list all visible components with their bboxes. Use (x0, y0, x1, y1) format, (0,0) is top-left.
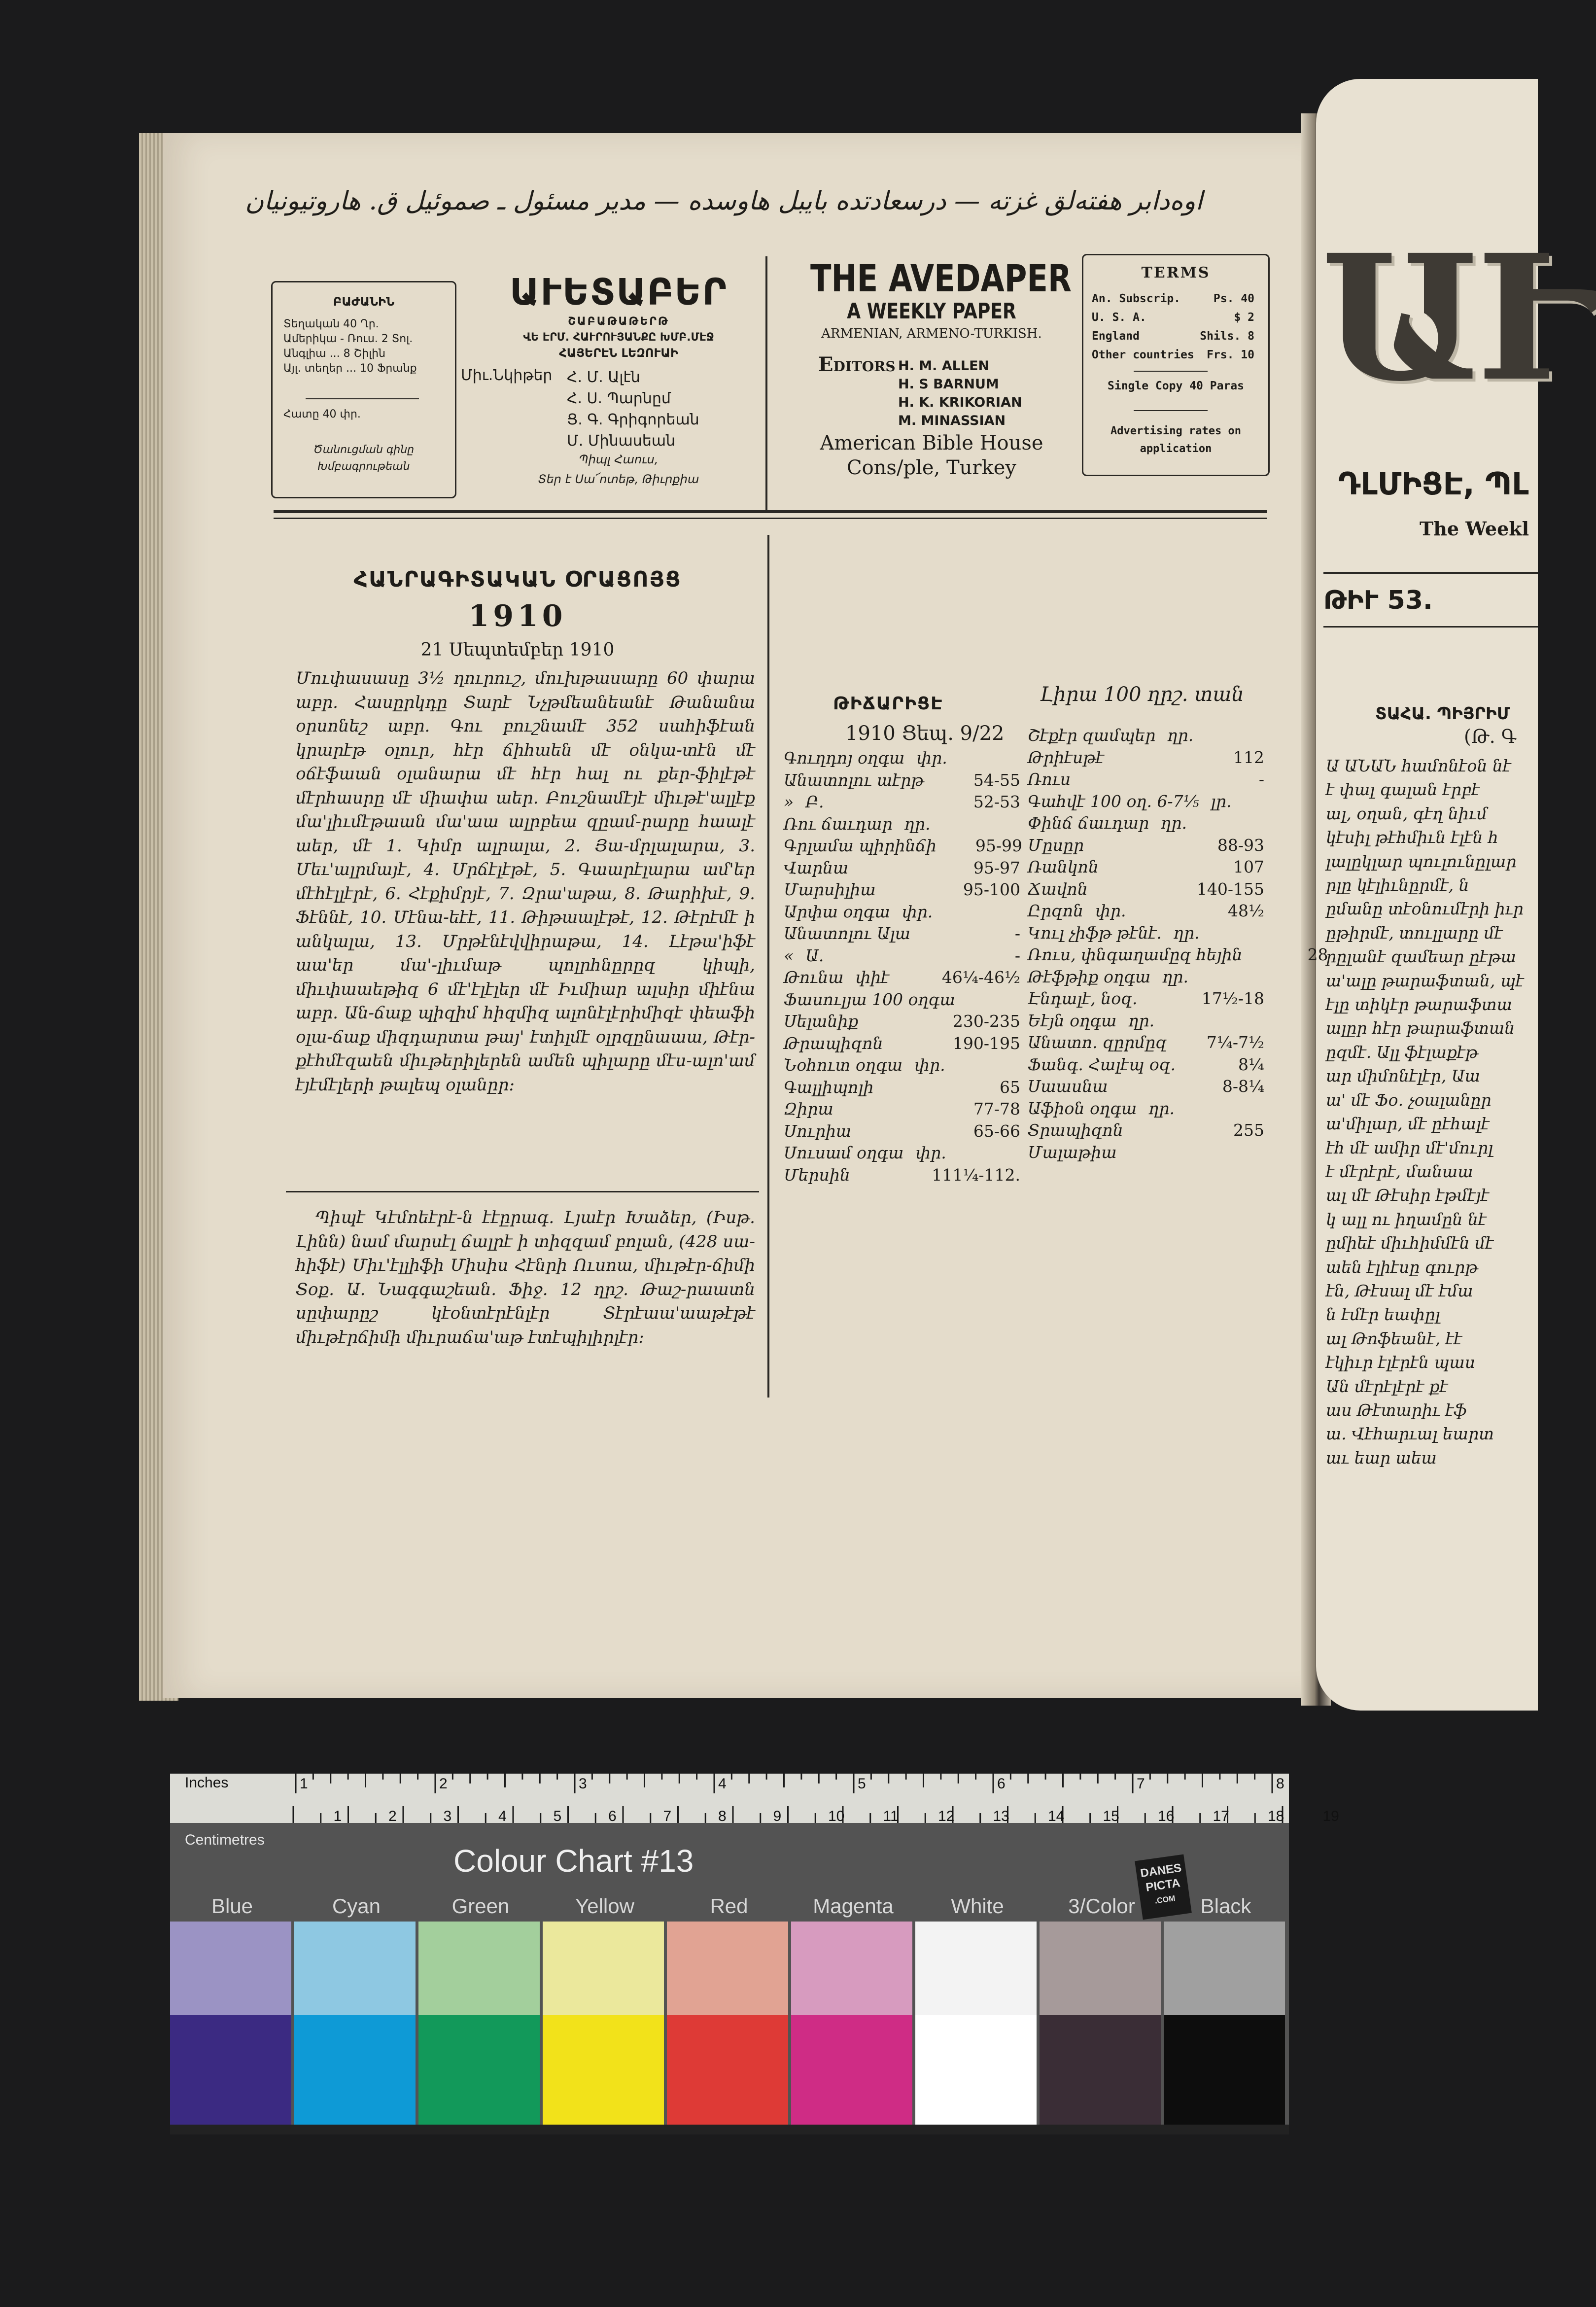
ruler-cm-number: 8 (718, 1808, 727, 1824)
english-title: THE AVEDAPER (810, 256, 1072, 300)
masthead-rule-bottom (274, 518, 1267, 519)
ruler-cm-number: 14 (1048, 1808, 1065, 1824)
patch-dark-yellow (543, 2015, 664, 2125)
next-page-line: ըզմէ. Ալլ ֆէլաքէթ (1326, 1042, 1478, 1062)
market-item-value: 48½ (1228, 901, 1264, 920)
patch-light-black (1164, 1922, 1285, 2015)
ruler-cm-number: 11 (883, 1808, 899, 1824)
market-item-name: Փինճ ճաւդար (1028, 813, 1149, 833)
ruler-cm-number: 5 (553, 1808, 562, 1824)
market-item-name: Գահվէ 100 օղ. 6-7⅕ (1028, 791, 1199, 811)
patch-dark-red (667, 2015, 788, 2125)
next-page-line: է փալ գալան էրբէ (1326, 780, 1480, 800)
next-page-line: էն, Թէսալ մէ էմա (1326, 1281, 1473, 1300)
armenian-org-2: ՀԱՅԵՐԷՆ ԼԵԶՈՒԱԻ (559, 346, 678, 360)
patch-label: White (951, 1894, 1004, 1918)
market-row (784, 967, 1020, 989)
next-page-line: աս Թէտարիւ էֆ (1326, 1400, 1467, 1420)
market-item-name: Սուրիա (784, 1121, 852, 1141)
danes-picta-logo: DANES PICTA .COM (1135, 1854, 1192, 1920)
next-page-line: կէսիլ թէհմիւն էլէն հ (1326, 828, 1498, 847)
market-item-unit: փր. (915, 1143, 946, 1162)
calendar-notice-rule (286, 1191, 759, 1192)
market-row (784, 1033, 1020, 1055)
price-box-lines: Տեղական 40 Ղր. Ամերիկա - Ռուս. 2 Տոլ. Անգլիա ... 8 Շիլին Այլ. տեղեր ... 10 Ֆրանք (283, 318, 417, 375)
price-box-note-1: Ծանուցման գինը (313, 444, 415, 456)
patch-dark-blue (170, 2015, 291, 2125)
market-item-name: Ռուս (1028, 769, 1071, 789)
next-page-line: Ան մէրէլէրէ քէ (1326, 1376, 1448, 1396)
next-page-line: էլը տիկէր թարաֆտա (1326, 995, 1512, 1014)
next-page-line: ըթիրմէ, տուլլարը մէ (1326, 923, 1503, 943)
next-page-line: ըմիեէ միւհիմմէն մէ (1326, 1233, 1494, 1253)
ruler-inch-number: 7 (1137, 1776, 1145, 1792)
ruler-cm-number: 15 (1103, 1808, 1119, 1824)
market-item-value: - (1014, 945, 1020, 965)
price-box-note-2: Խմբագրութեան (317, 460, 410, 473)
patch-dark-cyan (294, 2015, 416, 2125)
english-subtitle: A WEEKLY PAPER (847, 299, 1016, 324)
patch-light-magenta (791, 1922, 912, 2015)
market-item-value: 54-55 (973, 770, 1020, 790)
ruler-cm-number: 18 (1268, 1808, 1284, 1824)
market-item-value: 17½-18 (1201, 989, 1264, 1008)
market-item-unit: փր. (916, 748, 947, 768)
patch-dark-white (915, 2015, 1037, 2125)
market-item-value (946, 901, 1020, 923)
next-page-rule-2 (1323, 626, 1538, 628)
market-left-table (784, 747, 1020, 1186)
patch-label: Magenta (813, 1894, 894, 1918)
next-page-masthead: ԱՒ (1321, 216, 1596, 419)
market-item-name: Թունա (784, 968, 844, 987)
next-page-line: էկիւր էլէրէն պաս (1326, 1353, 1476, 1372)
ruler-cm-number: 19 (1322, 1808, 1339, 1824)
ruler-inch-number: 1 (300, 1776, 308, 1792)
ruler-cm-number: 10 (828, 1808, 845, 1824)
market-item-unit: Բ. (805, 792, 824, 811)
next-page-line: է մէրէրէ, մանաա (1326, 1161, 1473, 1181)
price-box-divider (306, 398, 419, 399)
market-row (1028, 835, 1264, 857)
armenian-footer-2: Տեր է Սա՜ոտեթ, Թիւրքիա (538, 472, 699, 486)
patch-label: 3/Color (1068, 1894, 1135, 1918)
next-page-issue: ԹԻՒ 53. (1323, 586, 1433, 615)
market-item-name: Շէքէր զամպեր (1028, 726, 1156, 745)
market-item-name: Էնդալէ, նօզ. (1028, 989, 1138, 1008)
market-item-value (1190, 1010, 1264, 1032)
patch-dark-green (418, 2015, 540, 2125)
market-item-value (946, 1054, 1020, 1077)
market-item-name: Անատոլու աէրթ (784, 770, 924, 790)
market-item-unit: փիէ (855, 968, 890, 987)
market-item-value (947, 747, 1021, 769)
patch-light-cyan (294, 1922, 416, 2015)
terms-rows: An. Subscrip. Ps. 40 U. S. A. $ 2 England Shils. 8 Other countries Frs. 10 (1092, 292, 1254, 361)
ruler-inch-number: 3 (579, 1776, 587, 1792)
market-row (1028, 725, 1264, 747)
next-page-line: ա' մէ Ֆօ. չօալանըր (1326, 1090, 1492, 1110)
market-row (784, 791, 1020, 813)
patch-label: Black (1200, 1894, 1251, 1918)
ruler-cm-label: Centimetres (185, 1832, 265, 1848)
armenian-editors: Հ. Մ. Ալէն Հ. Ս. Պարնըմ Ց. Գ. Գրիգորեան Մ. Մինասեան (567, 369, 699, 450)
market-item-unit: ղր. (1173, 923, 1200, 943)
ruler-cm-number: 7 (663, 1808, 672, 1824)
market-row (784, 769, 1020, 792)
patch-label: Red (710, 1894, 748, 1918)
next-page-line: ա. Վէհարւալ եարտ (1326, 1424, 1494, 1444)
market-item-name: Սուսամ օղգա (784, 1143, 904, 1162)
market-item-value: 77-78 (973, 1099, 1020, 1119)
terms-single: Single Copy 40 Paras (1108, 380, 1244, 392)
market-date: 1910 Ցեպ. 9/22 (845, 722, 1005, 745)
market-item-name: Վարնա (784, 858, 849, 877)
armenian-subtitle: ՇԱԲԱԹԱԹԵՐԹ (568, 315, 669, 328)
market-row (784, 901, 1020, 923)
market-item-name: Գալլիպոլի (784, 1077, 874, 1097)
next-page-subtitle: ԴԼՄԻՑԷ, ՊԼ (1338, 466, 1529, 502)
market-row (1028, 878, 1264, 901)
market-item-value: 95-97 (973, 858, 1020, 877)
market-item-value: 65 (1000, 1077, 1020, 1097)
patch-label: Green (451, 1894, 510, 1918)
patch-light-white (915, 1922, 1037, 2015)
market-item-value: 46¼-46½ (941, 968, 1020, 987)
market-item-value (1190, 966, 1264, 988)
market-rate-label: Լիրա 100 ղրշ. տան (1040, 683, 1244, 706)
market-item-name: Ըրզոն (1028, 901, 1084, 920)
market-row (784, 835, 1020, 857)
next-page-line: ալըր հէր թարաֆտան (1326, 1018, 1515, 1038)
market-item-value: 8-8¼ (1222, 1077, 1264, 1096)
next-page-english: The Weekl (1420, 518, 1529, 540)
market-row (784, 813, 1020, 836)
market-item-name: Սելանիք (784, 1012, 859, 1031)
market-row (784, 1011, 1020, 1033)
market-item-value (1190, 1142, 1264, 1164)
market-item-value: 65-66 (973, 1121, 1020, 1141)
chart-bottom-shadow (170, 2125, 1289, 2134)
market-item-name: Ռանկոն (1028, 857, 1099, 876)
market-item-value: 8¼ (1238, 1054, 1264, 1074)
ruler-inch-number: 6 (997, 1776, 1006, 1792)
market-heading: ԹԻՃԱՐԻՑԷ (833, 694, 943, 714)
market-row (1028, 944, 1328, 966)
market-item-unit: ղր. (1148, 1098, 1175, 1118)
price-box-title: ԲԱԺԱՆԻՆ (333, 295, 395, 309)
market-row (784, 923, 1020, 945)
patch-light-green (418, 1922, 540, 2015)
market-row (1028, 988, 1264, 1010)
market-item-name: Անատո. զըրմըզ (1028, 1033, 1167, 1052)
armenian-org: ՎԵ ԷՐՄ. ՀԱՒՐՈՒՅԱՆՔԸ ԽՄԲ.ՄԷՋ (523, 331, 714, 344)
market-item-name: Կուլ չիֆթ թէնէ. (1028, 923, 1162, 943)
next-page-line: Ա ԱՆԱՆ համոնէօն նէ (1326, 756, 1511, 775)
market-row (1028, 812, 1264, 835)
masthead-divider (765, 256, 767, 513)
market-item-value: 111¼-112. (932, 1165, 1020, 1185)
market-item-value (946, 1142, 1020, 1164)
english-address-2: Cons/ple, Turkey (846, 456, 1017, 479)
market-item-value: 112 (1233, 747, 1264, 767)
ruler-cm-number: 17 (1213, 1808, 1229, 1824)
market-item-name: Անատոլու Ալա (784, 924, 911, 943)
ruler-inches-label: Inches (185, 1775, 229, 1791)
english-address-1: American Bible House (820, 432, 1043, 454)
next-page-section-sub: (Թ. Գ (1464, 726, 1517, 747)
market-item-value: 190-195 (952, 1033, 1020, 1053)
market-row (1028, 1119, 1264, 1142)
english-langs: ARMENIAN, ARMENO-TURKISH. (821, 326, 1042, 341)
market-item-value: 255 (1233, 1120, 1264, 1140)
market-item-unit: ղր. (1128, 1011, 1155, 1030)
market-item-name: Նօհուտ օղգա (784, 1055, 903, 1075)
market-row (1028, 791, 1264, 813)
market-row (1028, 1054, 1264, 1076)
next-page-section: ՏԱՀԱ. ՊԻՅՐԻՄ (1375, 704, 1510, 724)
next-page-line: ա'ալը թարաֆտան, պէ (1326, 971, 1524, 990)
chart-title: Colour Chart #13 (453, 1843, 694, 1879)
ruler-inch-number: 4 (718, 1776, 727, 1792)
market-item-name: » (784, 792, 794, 811)
terms-divider-2 (1134, 410, 1208, 411)
market-row (1028, 1032, 1264, 1054)
column-divider (767, 535, 769, 1398)
next-page-line: ար միմոնէլէր, Աա (1326, 1066, 1480, 1086)
market-row (1028, 1098, 1264, 1120)
colour-chart (170, 1774, 1339, 2125)
ruler-cm-number: 1 (333, 1808, 342, 1824)
next-page-line: լալըկլար պուլունըլար (1326, 851, 1517, 871)
patch-light-blue (170, 1922, 291, 2015)
market-item-name: Արփա օղգա (784, 902, 890, 921)
patch-dark-black (1164, 2015, 1285, 2125)
terms-divider (1134, 371, 1208, 372)
market-item-value (1190, 812, 1264, 835)
market-row (784, 1054, 1020, 1077)
armenian-footer-1: Պիպլ Հաուս, (579, 453, 659, 466)
market-item-value: 95-100 (963, 880, 1020, 899)
ruler-cm-number: 4 (498, 1808, 507, 1824)
market-item-value (1200, 922, 1274, 944)
market-item-name: Թրապիզոն (784, 1033, 883, 1053)
market-row (784, 857, 1020, 879)
market-item-value: - (1258, 769, 1264, 789)
patch-label: Yellow (575, 1894, 634, 1918)
market-row (1028, 900, 1264, 922)
market-item-name: Ռուս, փնգաղամըզ հեյին (1028, 945, 1243, 964)
next-page-line: ալ Թոֆեանէ, էէ (1326, 1328, 1462, 1348)
market-item-name: Գրլամա պիրինճի (784, 836, 937, 855)
market-row (1028, 1076, 1264, 1098)
market-item-name: Գուղդոյ օղգա (784, 748, 905, 768)
market-item-name: Ռու ճաւդար (784, 814, 893, 834)
calendar-notice: Պիպէ Կէմոեէրէ-ն էէըրագ․ Լյաէր Խաձեր, (Իսթ. Լինն) նամ մարսէլ ճալրէ ի տիզզամ բոլան, (428 սա-հիֆէ) Միւ'էլլիֆի Միսիս Հէնրի Ուսոա, միւթէր-ճիմի Տօք. Ա. Նագգաշեան. Ֆիջ. 12 ղրշ. Թաշ-րաատն սըփարըշ կէօնտէրէնլէր Տէրէաա'աաթէթէ միւթէրճիմի միւրաճա'աթ էտէպիլիրլէր։ (296, 1208, 755, 1347)
market-item-name: « (784, 945, 794, 965)
market-item-value (946, 813, 1020, 836)
market-row (784, 989, 1020, 1011)
market-row (1028, 747, 1264, 769)
market-row (1028, 1010, 1264, 1032)
ruler-cm-number: 9 (773, 1808, 782, 1824)
market-item-name: Թրիէսթէ (1028, 747, 1105, 767)
patch-light-yellow (543, 1922, 664, 2015)
market-item-value (1190, 1098, 1264, 1120)
patch-light-3color (1040, 1922, 1161, 2015)
market-item-unit: լր. (1211, 791, 1232, 811)
market-item-value: 88-93 (1217, 835, 1264, 855)
armenian-editors-label: Միւ.Նկիթեր (461, 367, 553, 384)
market-item-value: - (1014, 924, 1020, 943)
market-row (784, 945, 1020, 967)
chart-ruler (170, 1774, 1339, 1824)
market-item-value: 52-53 (973, 792, 1020, 811)
market-item-name: Մարսիլիա (784, 880, 876, 899)
market-item-value: 95-99 (975, 836, 1022, 855)
market-item-unit: Ա. (805, 945, 824, 965)
patch-label: Cyan (332, 1894, 381, 1918)
market-item-name: Տրապիզոն (1028, 1120, 1123, 1140)
ruler-cm-number: 6 (608, 1808, 617, 1824)
next-page-text (1326, 754, 1538, 1656)
market-row (784, 1142, 1020, 1164)
market-item-unit: փր. (1095, 901, 1126, 920)
ruler-inch-number: 2 (439, 1776, 448, 1792)
market-row (784, 747, 1020, 769)
english-editors: H. M. ALLEN H. S BARNUM H. K. KRIKORIAN M. MINASSIAN (898, 358, 1022, 428)
market-item-value (1231, 791, 1305, 813)
market-item-name: Մերսին (784, 1165, 850, 1185)
masthead-rule-top (274, 510, 1267, 513)
calendar-heading: ՀԱՆՐԱԳԻՏԱԿԱՆ ՕՐԱՑՈՅՑ (353, 567, 682, 592)
ruler-ticks (170, 1774, 1339, 1824)
next-page-line: կ ալլ ու իղամըն նէ (1326, 1209, 1487, 1229)
market-item-unit: ղր. (1161, 813, 1187, 833)
terms-title: TERMS (1141, 264, 1211, 281)
next-page-line: ըմանը տէօնումէրի իւր (1326, 899, 1524, 919)
market-right-table (1028, 725, 1328, 1163)
next-page-line: ալ, օղան, գէղ նիւմ (1326, 804, 1488, 823)
patch-light-red (667, 1922, 788, 2015)
market-item-unit: ղր. (1162, 967, 1189, 986)
price-box-single: Հատը 40 փր. (283, 408, 361, 420)
next-page-line: րըլանէ զամեար ըէթա (1326, 947, 1517, 967)
next-page-line: ա'միլար, մէ ըէհալէ (1326, 1114, 1490, 1134)
calendar-paragraph: Մուփասասը 3½ ղուրուշ, մուխթասարը 60 փարա աբր. Հասըրկդը Տարէ Նչթմեանեանէ Թանանա օրսոնեշ աբր. Գու բուշնամէ 352 սահիֆէան կրարէթ օլուր, հէր ճիհաեն մէ օնկա-տէն մէ օճէֆաան օլանարա մէ հէր հալ ու քեր-ֆիլէթէ մէրհասրը մէ միափա աեր. Բուշնամէյէ միւթէ'ալլէք մա'լիւմէթաան մա'աա ալրբեա զըամ-րարը հաալէ աեր, մէ 1. Կիմր ալրալա, 2. Յա-մրլալարա, 3. Մեւ'ալրմայէ, 4. Մրճէլէթէ, 5. Գաարէլարա ամ'եր մէհէլլէրէ, 6. Հէքիմրյէ, 7. Զրա'աթա, 8. Թարիխէ, 9. Ֆէննէ, 10. Մէնա-եէէ, 11. Թիթաալէթէ, 12. Թէրէմէ ի անկալա, 13. Մրթէնէվվիրաթա, 14. Լէթա'իֆէ աա'եր մա'-լիւմաթ պոլրհնըրըզ կիպի, միւփաաեթիզ 6 մէ'էլէլեր մէ Իւմիար ալսիր միէնա աբր. Ան-ճաք պիզիմ հիզմիզ ալոնէլէրիմիզէ փեաֆի օլա-ճաք միզդարտա թայ' էտիլմէ օլրզընաաա, Թէր-քէհմէզաեն միւթերիլերեն ամեն պիլարը մէս-ալո'ամ էյէմէլերի թալեպ օլանըր։ (296, 668, 755, 1095)
next-page-line: ալ մէ Թէսիր էթմէյէ (1326, 1186, 1490, 1205)
next-page-line: էհ մէ ամիր մէ'մուրլ (1326, 1138, 1493, 1157)
market-item-name: Մալաթիա (1028, 1142, 1117, 1162)
market-item-name: Մըսըր (1028, 835, 1084, 855)
market-item-name: Ֆանգ. Հալէպ օզ. (1028, 1054, 1176, 1074)
next-page-line: ն էմէր եափըլ (1326, 1305, 1440, 1325)
market-item-unit: փր. (902, 902, 933, 921)
next-page-line: աւ եար աեա (1326, 1448, 1437, 1468)
patch-label: Blue (211, 1894, 253, 1918)
market-row (1028, 922, 1264, 944)
market-item-value: 107 (1233, 857, 1264, 876)
ruler-cm-number: 16 (1158, 1808, 1175, 1824)
market-row (784, 1077, 1020, 1099)
market-row (1028, 1142, 1264, 1164)
market-row (784, 1120, 1020, 1143)
market-row (1028, 769, 1264, 791)
terms-ad-1: Advertising rates on (1110, 425, 1241, 437)
terms-ad-2: application (1140, 443, 1212, 455)
market-item-value: 28 (1307, 945, 1328, 964)
market-row (784, 1164, 1020, 1187)
market-item-name: Թէֆթիք օղգա (1028, 967, 1151, 986)
calendar-year: 1910 (468, 599, 567, 633)
market-item-unit: փր. (914, 1055, 945, 1075)
market-item-name: Ֆասուլյա 100 օղգա (784, 989, 955, 1009)
ruler-inch-number: 8 (1276, 1776, 1284, 1792)
calendar-date: 21 Սեպտեմբեր 1910 (420, 640, 615, 660)
armenian-title: ԱՒԵՏԱԲԵՐ (510, 271, 728, 314)
market-item-value: 140-155 (1196, 879, 1264, 899)
market-row (784, 879, 1020, 901)
market-item-name: Եէյն օղգա (1028, 1011, 1117, 1030)
market-row (1028, 966, 1264, 988)
market-item-name: Աֆիօն օղգա (1028, 1098, 1137, 1118)
ruler-inch-number: 5 (858, 1776, 866, 1792)
market-item-name: Ճավոն (1028, 879, 1088, 899)
english-editors-label: Editors (818, 353, 896, 376)
patch-dark-3color (1040, 2015, 1161, 2125)
ruler-cm-number: 2 (388, 1808, 397, 1824)
market-item-value: 7¼-7½ (1206, 1033, 1264, 1052)
next-page-line: աեն էլիէսը գուրթ (1326, 1257, 1478, 1277)
next-page-line: րլը կէլիւնըրմէ, ն (1326, 875, 1469, 895)
market-row (784, 1098, 1020, 1120)
ottoman-header-line: اوه‌دابر هفته‌لق غزته — درسعادتده بايبل هاوسده — مدیر مسئول ـ صموئیل ق. هاروتیونیان (245, 186, 1203, 216)
market-item-name: Զիրա (784, 1099, 833, 1119)
market-item-unit: ղր. (904, 814, 931, 834)
market-item-name: Սաասնա (1028, 1077, 1108, 1096)
market-item-value: 230-235 (952, 1012, 1020, 1031)
market-row (1028, 856, 1264, 878)
ruler-cm-number: 3 (443, 1808, 452, 1824)
ruler-cm-number: 13 (993, 1808, 1009, 1824)
next-page-rule (1323, 572, 1538, 574)
market-item-unit: ղր. (1167, 726, 1194, 745)
patch-dark-magenta (791, 2015, 912, 2125)
ruler-cm-number: 12 (938, 1808, 955, 1824)
market-item-value (1193, 725, 1267, 747)
